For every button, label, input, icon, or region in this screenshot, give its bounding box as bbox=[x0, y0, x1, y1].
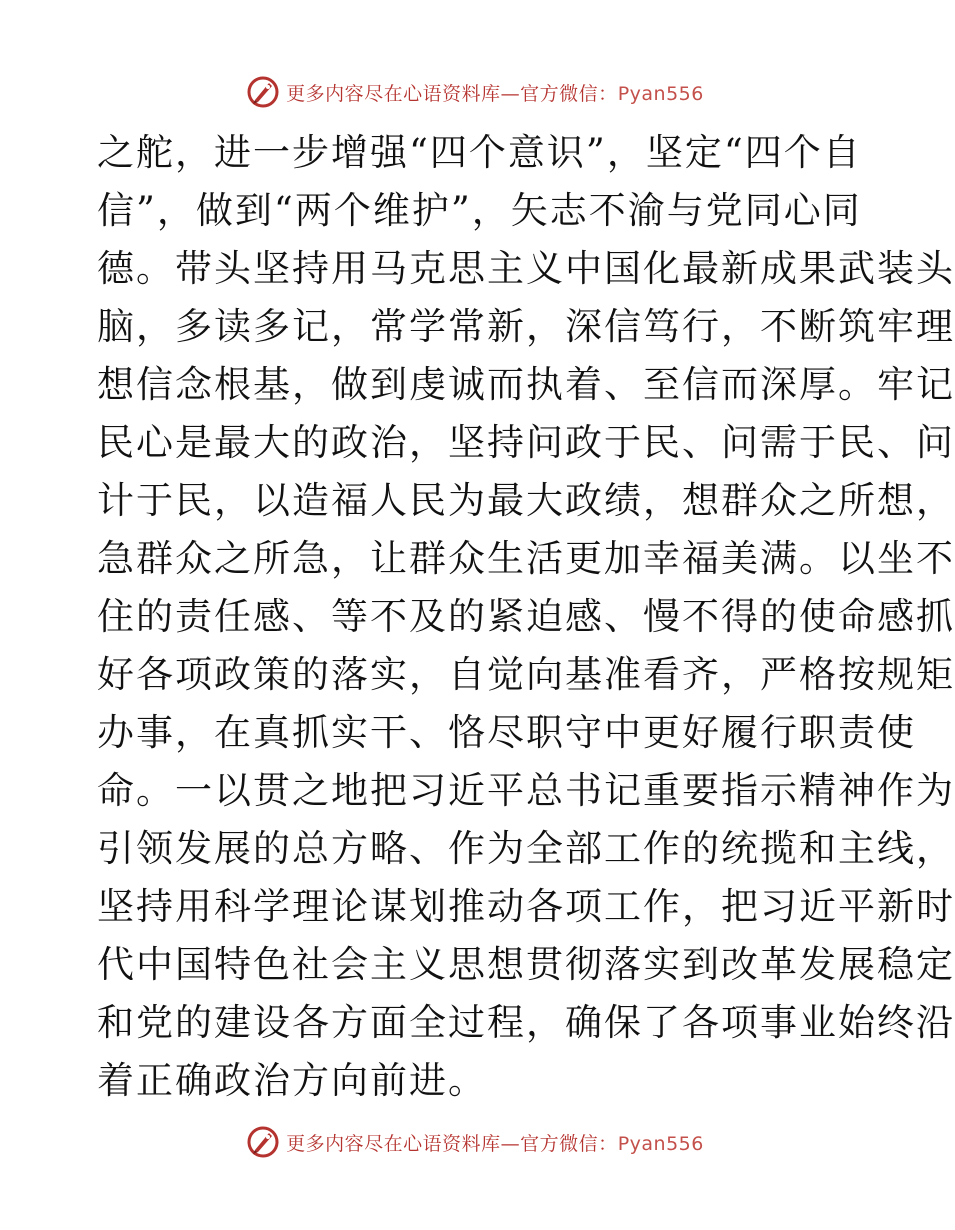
text-line: 住的责任感、等不及的紧迫感、慢不得的使命感抓 bbox=[97, 595, 955, 638]
text-line: 计于民，以造福人民为最大政绩，想群众之所想， bbox=[97, 479, 955, 522]
text-line: 信”，做到“两个维护”，矢志不渝与党同心同 bbox=[97, 189, 862, 232]
header-banner bbox=[0, 70, 950, 114]
banner-dash: — bbox=[500, 1132, 521, 1155]
text-line: 命。一以贯之地把习近平总书记重要指示精神作为 bbox=[97, 769, 955, 812]
banner-text bbox=[286, 1129, 704, 1156]
banner-main-text: 更多内容尽在心语资料库 bbox=[286, 1132, 501, 1155]
text-line: 办事，在真抓实干、恪尽职守中更好履行职责使 bbox=[97, 711, 916, 754]
pen-quill-logo-icon bbox=[246, 1125, 280, 1159]
footer-banner bbox=[0, 1120, 950, 1164]
banner-wechat-id: Pyan556 bbox=[617, 1132, 704, 1155]
document-body bbox=[97, 124, 955, 1110]
text-line: 坚持用科学理论谋划推动各项工作，把习近平新时 bbox=[97, 885, 955, 928]
text-line: 想信念根基，做到虔诚而执着、至信而深厚。牢记 bbox=[97, 363, 955, 406]
text-line: 好各项政策的落实，自觉向基准看齐，严格按规矩 bbox=[97, 653, 955, 696]
banner-wechat-label: 官方微信： bbox=[520, 1132, 618, 1155]
banner-wechat-id: Pyan556 bbox=[617, 82, 704, 105]
text-line: 脑，多读多记，常学常新，深信笃行，不断筑牢理 bbox=[97, 305, 955, 348]
text-line: 民心是最大的政治，坚持问政于民、问需于民、问 bbox=[97, 421, 955, 464]
text-line: 德。带头坚持用马克思主义中国化最新成果武装头 bbox=[97, 247, 955, 290]
text-line: 引领发展的总方略、作为全部工作的统揽和主线， bbox=[97, 827, 955, 870]
text-line: 急群众之所急，让群众生活更加幸福美满。以坐不 bbox=[97, 537, 955, 580]
text-line: 和党的建设各方面全过程，确保了各项事业始终沿 bbox=[97, 1001, 955, 1044]
text-line: 着正确政治方向前进。 bbox=[97, 1059, 487, 1102]
pen-quill-logo-icon bbox=[246, 75, 280, 109]
banner-main-text: 更多内容尽在心语资料库 bbox=[286, 82, 501, 105]
banner-text bbox=[286, 79, 704, 106]
text-line: 之舵，进一步增强“四个意识”，坚定“四个自 bbox=[97, 131, 862, 174]
banner-wechat-label: 官方微信： bbox=[520, 82, 618, 105]
banner-dash: — bbox=[500, 82, 521, 105]
text-line: 代中国特色社会主义思想贯彻落实到改革发展稳定 bbox=[97, 943, 955, 986]
